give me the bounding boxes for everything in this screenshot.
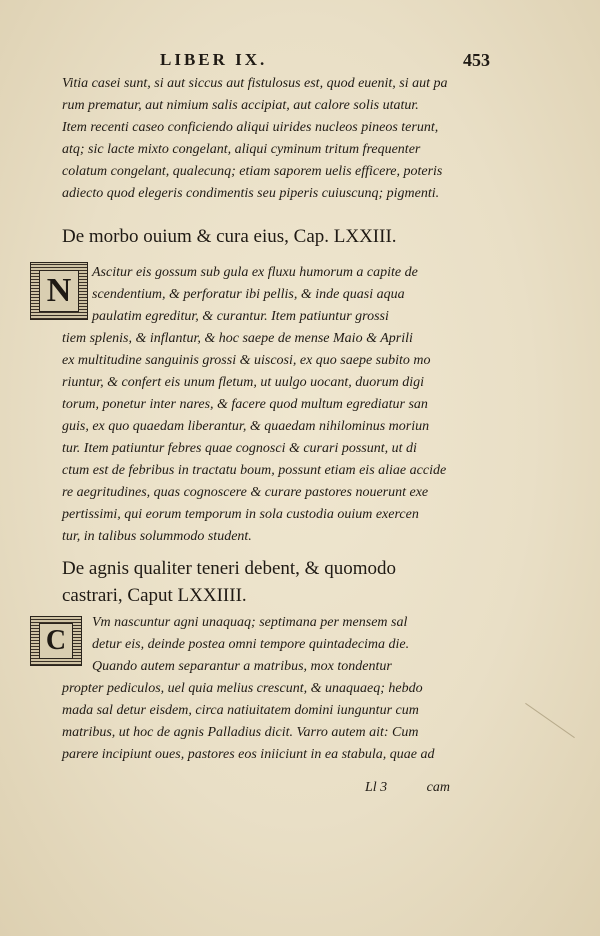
text-line: tur. Item patiuntur febres quae cognosci & curari possunt, ut di (62, 441, 417, 456)
heading-line: castrari, Caput LXXIIII. (62, 585, 247, 606)
text-line: guis, ex quo quaedam liberantur, & quaedam nihilominus moriun (62, 419, 430, 434)
text-line: Item recenti caseo conficiendo aliqui uirides nucleos pineos terunt, (62, 120, 439, 135)
text-line: re aegritudines, quas cognoscere & curare pastores nouerunt exe (62, 485, 429, 500)
text-line: adiecto quod elegeris condimentis seu piperis cuiuscunq; pigmenti. (62, 186, 440, 201)
text-line: matribus, ut hoc de agnis Palladius dicit. Varro autem ait: Cum (62, 725, 419, 740)
text-line: atq; sic lacte mixto congelant, aliqui cyminum tritum frequenter (62, 142, 421, 157)
text-line: tiem splenis, & inflantur, & hoc saepe de mense Maio & Aprili (62, 331, 413, 346)
initial-letter: C (39, 623, 73, 659)
chapter-heading-74 (62, 555, 396, 609)
text-line: colatum congelant, qualecunq; etiam saporem uelis efficere, poteris (62, 164, 443, 179)
signature-mark: Ll 3 (365, 780, 388, 795)
initial-letter: N (39, 270, 79, 312)
chapter-heading-73: De morbo ouium & cura eius, Cap. LXXIII. (62, 226, 397, 247)
paragraph-lambs (62, 612, 462, 766)
text-line: propter pediculos, uel quia melius crescunt, & unaquaeq; hebdo (62, 681, 423, 696)
text-line: ctum est de febribus in tractatu boum, possunt etiam eis aliae accide (62, 463, 447, 478)
running-title: LIBER IX. (160, 50, 268, 69)
catchword: cam (426, 780, 450, 795)
text-line: Vitia casei sunt, si aut siccus aut fistulosus est, quod euenit, si aut pa (62, 76, 448, 91)
margin-stroke (525, 703, 575, 738)
page-footer (62, 780, 462, 802)
text-line: torum, ponetur inter nares, & facere quod multum egrediatur san (62, 397, 428, 412)
heading-line: De agnis qualiter teneri debent, & quomodo (62, 558, 396, 579)
text-line: paulatim egreditur, & curantur. Item patiuntur grossi (92, 309, 389, 324)
text-line: tur, in talibus solummodo student. (62, 529, 252, 544)
text-line: pertissimi, qui eorum temporum in sola custodia ouium exercen (62, 507, 419, 522)
text-block-cheese (62, 73, 462, 205)
text-line: rum prematur, aut nimium salis accipiat, aut calore solis utatur. (62, 98, 419, 113)
folio-number: 453 (463, 50, 490, 70)
text-line: detur eis, deinde postea omni tempore quintadecima die. (92, 637, 410, 652)
text-line: Quando autem separantur a matribus, mox tondentur (92, 659, 392, 674)
text-line: mada sal detur eisdem, circa natiuitatem domini iunguntur cum (62, 703, 419, 718)
text-line: parere incipiunt oues, pastores eos iniiciunt in ea stabula, quae ad (62, 747, 435, 762)
text-line: riuntur, & confert eis unum fletum, ut uulgo uocant, duorum digi (62, 375, 425, 390)
paragraph-sheep-disease (62, 262, 462, 548)
text-line: ex multitudine sanguinis grossi & uiscosi, ex quo saepe subito mo (62, 353, 431, 368)
text-line: scendentium, & perforatur ibi pellis, & inde quasi aqua (92, 287, 405, 302)
text-line: Vm nascuntur agni unaquaq; septimana per mensem sal (92, 615, 408, 630)
text-line: Ascitur eis gossum sub gula ex fluxu humorum a capite de (92, 265, 418, 280)
